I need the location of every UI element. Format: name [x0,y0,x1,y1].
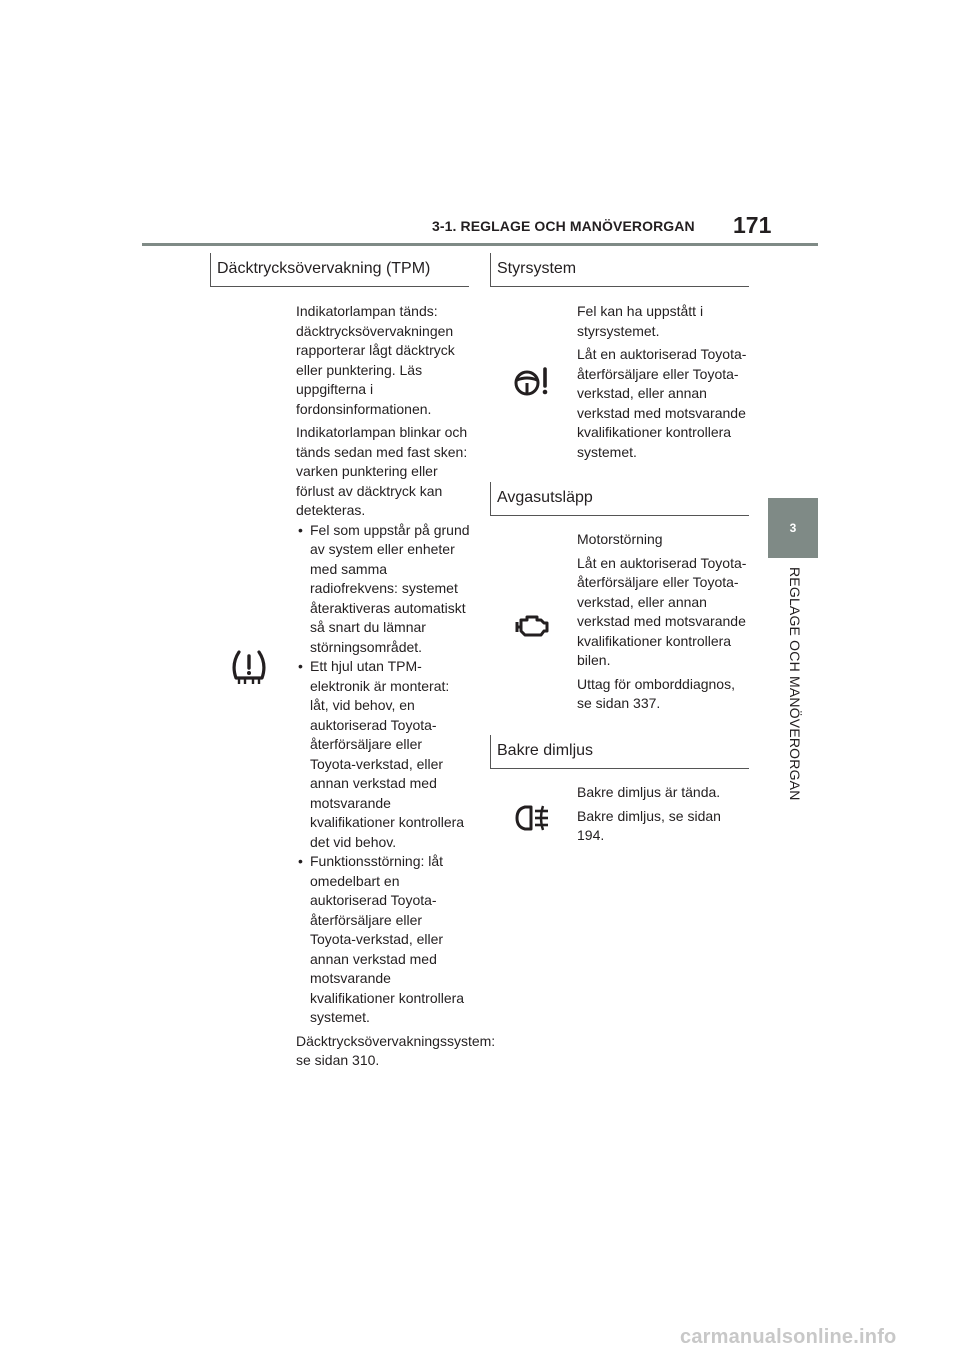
chapter-tab [768,498,818,558]
tpm-section-title: Däcktrycksövervakning (TPM) [217,260,431,277]
fog-section-title: Bakre dimljus [497,742,594,759]
section-heading: 3-1. REGLAGE OCH MANÖVERORGAN [432,218,695,234]
tpm-bullet-list [296,521,470,1028]
emission-text-2: Låt en auktoriserad Toyota-återförsäljare eller Toyota-verkstad, eller annan verkstad med motsvarande kvalifikationer kontrollera bilen. [577,554,747,668]
fog-description [577,783,749,850]
emission-text-3: Uttag för omborddiagnos, se sidan 337. [577,675,735,711]
steering-text-2: Låt en auktoriserad Toyota-återförsäljare eller Toyota-verkstad, eller annan verkstad med motsvarande kvalifikationer kontrollera systemet. [577,346,747,460]
tpm-text-1: Indikatorlampan tänds: däcktrycksövervakningen rapporterar lågt däcktryck eller punktering. Läs uppgifterna i fordonsinformationen. [296,303,455,417]
list-item: • Fel som uppstår på grund av system eller enheter med samma radiofrekvens: systemet återaktiveras automatiskt så snart du lämnar störningsområdet. [296,521,470,658]
chapter-number: 3 [789,521,797,535]
list-item: • Funktionsstörning: låt omedelbart en auktoriserad Toyota-återförsäljare eller Toyota-verkstad, eller annan verkstad med motsvarande kvalifikationer kontrollera systemet. [296,852,470,1028]
steering-description [577,302,749,466]
rear-fog-light-icon [515,803,551,833]
tpm-text-3: Däcktrycksövervakningssystem: se sidan 310. [296,1032,496,1068]
steering-text-1: Fel kan ha uppstått i styrsystemet. [577,303,704,339]
tire-pressure-warning-icon [230,648,268,688]
engine-check-icon [515,614,551,638]
chapter-side-title: REGLAGE OCH MANÖVERORGAN [787,567,803,801]
emission-text-1: Motorstörning [577,531,663,547]
list-item: • Ett hjul utan TPM-elektronik är monterat: låt, vid behov, en auktoriserad Toyota-återförsäljare eller Toyota-verkstad, eller annan verkstad med motsvarande kvalifikationer kontrollera det vid behov. [296,657,470,852]
steering-warning-icon [513,366,551,398]
emission-description [577,530,749,718]
watermark: carmanualsonline.info [680,1326,897,1348]
emission-section-title: Avgasutsläpp [497,489,593,506]
fog-text-2: Bakre dimljus, se sidan 194. [577,807,721,843]
tpm-text-2: Indikatorlampan blinkar och tänds sedan med fast sken: varken punktering eller förlust av däcktryck kan detekteras. [296,424,468,518]
header-divider [142,243,818,246]
tpm-description [296,302,496,1075]
page-number: 171 [733,212,772,238]
steering-section-title: Styrsystem [497,260,577,277]
fog-text-1: Bakre dimljus är tända. [577,784,721,800]
